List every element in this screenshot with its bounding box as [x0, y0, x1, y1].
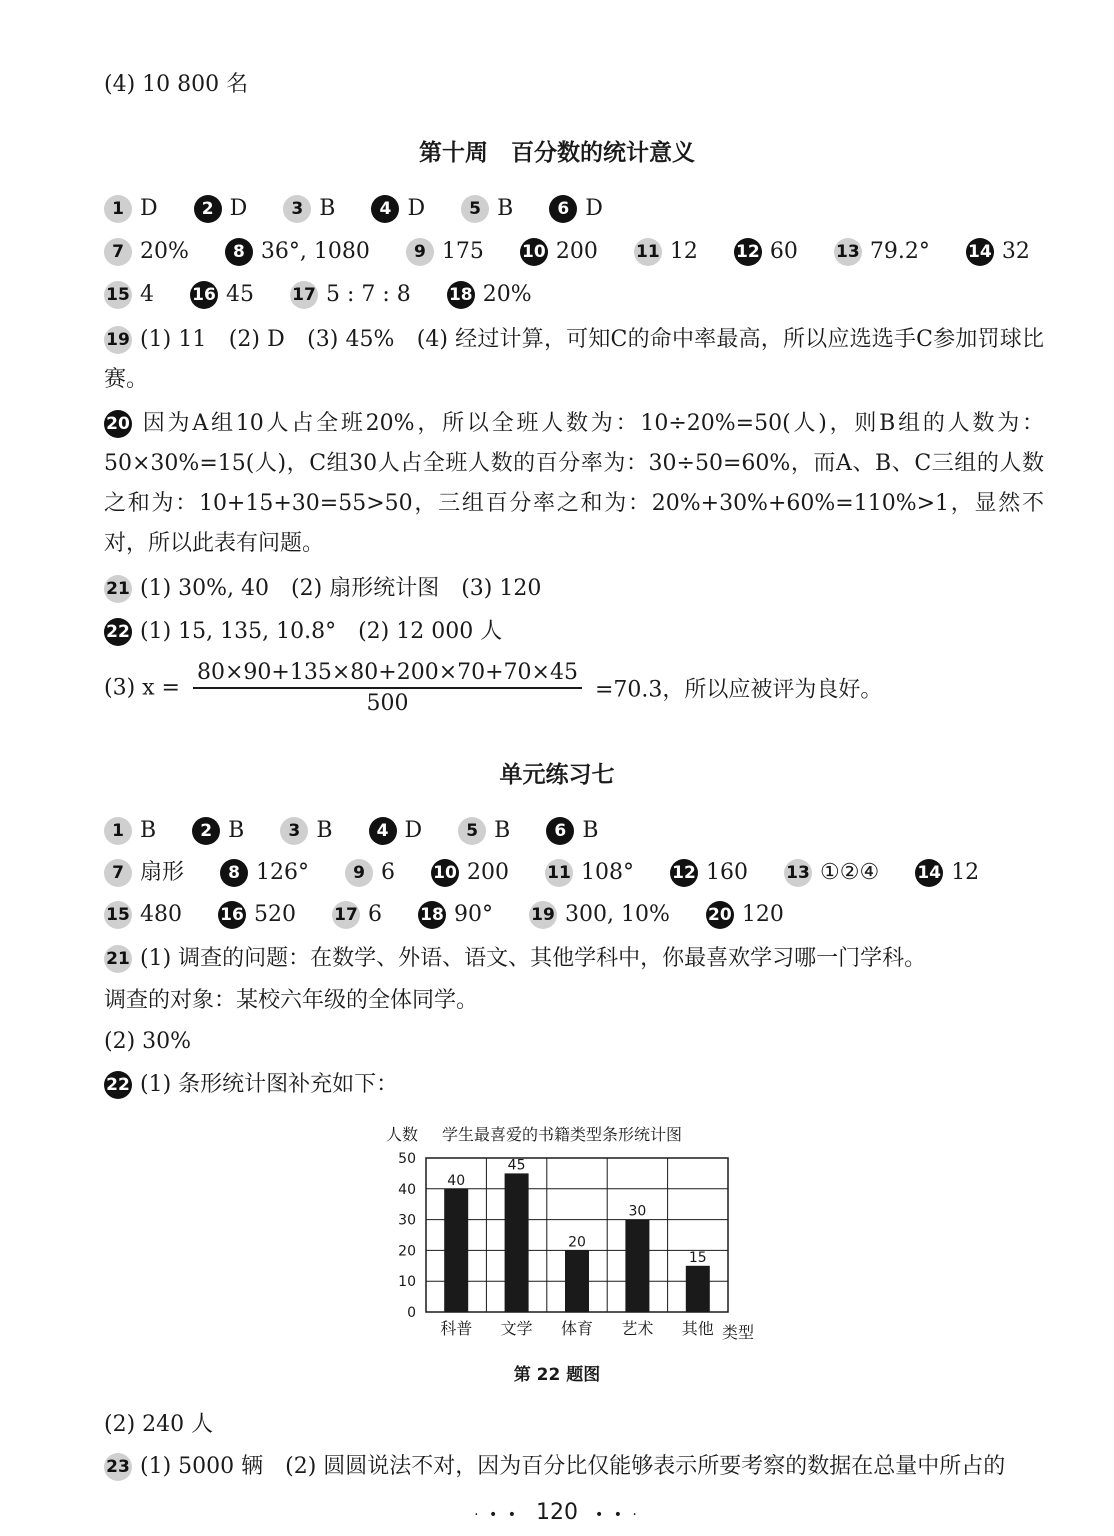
question-number-badge: 4: [369, 817, 397, 845]
y-tick-label: 50: [398, 1151, 416, 1167]
question-number-badge: 1: [104, 817, 132, 845]
figure-caption: 第 22 题图: [513, 1365, 601, 1385]
answer-text: B: [319, 196, 336, 221]
answer-text: B: [140, 818, 157, 843]
y-tick-label: 0: [407, 1305, 416, 1321]
chart-title: 学生最喜爱的书籍类型条形统计图: [442, 1125, 683, 1144]
answer-item: [670, 858, 748, 888]
answer-item: [461, 194, 513, 224]
s2-q22-line1: (1) 条形统计图补充如下：: [140, 1072, 399, 1097]
answer-item: [458, 816, 510, 846]
question-number-badge: 9: [345, 859, 373, 887]
question-number-badge: 2: [192, 817, 220, 845]
y-tick-label: 20: [398, 1243, 416, 1260]
s1-q22-text: (1) 15, 135, 10.8° (2) 12 000 人: [140, 619, 503, 644]
answer-item: [371, 194, 425, 224]
bar-value-label: 15: [688, 1249, 707, 1266]
answer-text: D: [585, 196, 603, 221]
answer-text: 300, 10%: [565, 902, 670, 927]
answer-text: 120: [741, 902, 784, 927]
bar-体育: [565, 1250, 589, 1312]
answer-text: 4: [140, 282, 154, 307]
question-number-badge: 14: [966, 238, 994, 266]
question-number-badge: 15: [104, 281, 132, 309]
q22-3-prefix: (3) x =: [104, 675, 180, 701]
answer-item: [290, 280, 411, 310]
question-number-badge: 19: [529, 901, 557, 929]
question-number-badge: 18: [447, 281, 475, 309]
answer-item: [104, 900, 182, 930]
answer-text: 6: [381, 860, 396, 885]
answer-item: [418, 900, 493, 930]
answer-item: [104, 194, 158, 224]
answer-text: D: [404, 818, 423, 843]
q22-3-fraction: [193, 660, 582, 716]
bar-文学: [505, 1173, 529, 1312]
question-number-badge: 13: [834, 238, 862, 266]
s1-answer-row-3: [104, 280, 568, 310]
question-number-badge: 19: [104, 326, 132, 354]
fraction-numerator: 80×90+135×80+200×70+70×45: [193, 660, 582, 689]
answer-item: [431, 858, 509, 888]
s2-q21-line3: (2) 30%: [104, 1029, 192, 1054]
answer-item: [447, 280, 532, 310]
fraction-denominator: 500: [366, 691, 409, 716]
answer-item: [220, 858, 309, 888]
answer-item: [332, 900, 382, 930]
question-number-badge: 11: [634, 238, 662, 266]
answer-text: B: [316, 818, 333, 843]
answer-text: D: [407, 196, 426, 221]
question-number-badge: 17: [332, 901, 360, 929]
question-number-badge: 16: [218, 901, 246, 929]
answer-text: 45: [226, 282, 254, 307]
x-category-label: 艺术: [621, 1319, 654, 1338]
answer-text: B: [497, 196, 514, 221]
s2-q21-line2: 调查的对象：某校六年级的全体同学。: [104, 988, 479, 1013]
s2-question-23: [104, 1452, 1005, 1482]
question-number-badge: 12: [670, 859, 698, 887]
answer-item: [915, 858, 979, 888]
answer-text: 79.2°: [869, 239, 930, 264]
page-dots-right: • • ·: [595, 1507, 640, 1523]
answer-item: [104, 237, 189, 267]
answer-item: [529, 900, 670, 930]
answer-text: 160: [706, 860, 749, 885]
answer-item: [634, 237, 698, 267]
answer-text: 20%: [482, 282, 532, 307]
page-number-footer: [0, 1500, 1114, 1525]
answer-text: 36°, 1080: [260, 239, 370, 264]
question-number-badge: 6: [546, 817, 574, 845]
answer-item: [734, 237, 798, 267]
answer-item: [104, 280, 154, 310]
answer-item: [520, 237, 598, 267]
bar-value-label: 40: [447, 1172, 466, 1189]
question-number-badge: 4: [371, 195, 399, 223]
top-answer-line: (4) 10 800 名: [104, 72, 249, 97]
question-number-badge: 22: [104, 1071, 132, 1099]
answer-item: [104, 816, 156, 846]
y-tick-label: 40: [398, 1181, 416, 1198]
s2-answer-row-1: [104, 816, 635, 846]
section-title-unit7: 单元练习七: [499, 762, 615, 788]
answer-text: D: [229, 196, 248, 221]
answer-text: 60: [769, 239, 798, 264]
s2-question-22: [104, 1070, 398, 1100]
question-number-badge: 23: [104, 1453, 132, 1481]
bar-value-label: 30: [628, 1203, 647, 1220]
answer-text: B: [228, 818, 245, 843]
question-number-badge: 3: [283, 195, 311, 223]
question-number-badge: 20: [706, 901, 734, 929]
question-number-badge: 6: [549, 195, 577, 223]
answer-text: 扇形: [140, 860, 185, 885]
s2-q23-text: (1) 5000 辆 (2) 圆圆说法不对，因为百分比仅能够表示所要考察的数据在总量中所占的: [140, 1454, 1006, 1479]
answer-text: 12: [669, 239, 698, 264]
question-number-badge: 2: [194, 195, 222, 223]
answer-item: [192, 816, 244, 846]
answer-text: D: [140, 196, 158, 221]
bar-value-label: 20: [568, 1234, 586, 1251]
answer-item: [549, 194, 603, 224]
answer-text: 90°: [454, 902, 493, 927]
answer-item: [283, 194, 335, 224]
answer-text: 480: [140, 902, 182, 927]
question-number-badge: 5: [461, 195, 489, 223]
page-dots-left: · • •: [474, 1507, 519, 1523]
s2-q21-line1: (1) 调查的问题：在数学、外语、语文、其他学科中，你最喜欢学习哪一门学科。: [140, 946, 927, 971]
question-number-badge: 10: [431, 859, 459, 887]
answer-text: 520: [254, 902, 296, 927]
answer-item: [545, 858, 634, 888]
s1-answer-row-2: [104, 237, 1066, 267]
question-number-badge: 11: [545, 859, 573, 887]
q22-3-suffix: =70.3，所以应被评为良好。: [594, 677, 883, 703]
answer-item: [218, 900, 296, 930]
s2-answer-row-3: [104, 900, 820, 930]
s1-q21-text: (1) 30%, 40 (2) 扇形统计图 (3) 120: [140, 576, 542, 601]
s1-question-21: [104, 574, 541, 604]
x-category-label: 文学: [500, 1319, 533, 1338]
s2-q22-line2: (2) 240 人: [104, 1412, 214, 1437]
question-number-badge: 22: [104, 618, 132, 646]
question-number-badge: 21: [104, 575, 132, 603]
question-number-badge: 13: [784, 859, 812, 887]
answer-item: [104, 858, 184, 888]
s2-answer-row-2: [104, 858, 1015, 888]
question-number-badge: 21: [104, 945, 132, 973]
x-category-label: 科普: [440, 1319, 473, 1338]
answer-text: ①②④: [820, 860, 880, 885]
s2-question-21: [104, 944, 926, 974]
s1-answer-row-1: [104, 194, 639, 224]
answer-text: 126°: [256, 860, 310, 885]
s1-question-20: [104, 404, 1044, 564]
question-number-badge: 20: [104, 410, 132, 438]
answer-item: [706, 900, 784, 930]
answer-text: 20%: [140, 239, 189, 264]
bar-value-label: 45: [507, 1157, 526, 1174]
answer-text: B: [494, 818, 511, 843]
s1-question-22: [104, 617, 502, 647]
question-number-badge: 9: [406, 238, 434, 266]
x-category-label: 其他: [681, 1319, 714, 1338]
bar-chart: [370, 1118, 770, 1350]
answer-text: 32: [1001, 239, 1030, 264]
s1-q19-text: (1) 11 (2) D (3) 45% (4) 经过计算，可知C的命中率最高，所以应选选手C参加罚球比赛。: [104, 327, 1044, 392]
y-tick-label: 30: [398, 1212, 416, 1229]
question-number-badge: 18: [418, 901, 446, 929]
answer-item: [345, 858, 395, 888]
chart-ylabel: 人数: [386, 1125, 419, 1144]
y-tick-label: 10: [398, 1274, 416, 1291]
s1-question-19: [104, 320, 1044, 400]
answer-text: 200: [467, 860, 510, 885]
answer-item: [194, 194, 248, 224]
answer-text: 6: [368, 902, 382, 927]
question-number-badge: 15: [104, 901, 132, 929]
question-number-badge: 12: [734, 238, 762, 266]
question-number-badge: 16: [190, 281, 218, 309]
answer-item: [834, 237, 930, 267]
answer-item: [966, 237, 1030, 267]
answer-text: B: [582, 818, 599, 843]
question-number-badge: 7: [104, 238, 132, 266]
question-number-badge: 8: [220, 859, 248, 887]
question-number-badge: 1: [104, 195, 132, 223]
question-number-badge: 8: [225, 238, 253, 266]
section-title-week10: 第十周 百分数的统计意义: [419, 140, 695, 166]
question-number-badge: 14: [915, 859, 943, 887]
page-number: 120: [536, 1500, 578, 1525]
answer-item: [546, 816, 598, 846]
answer-item: [406, 237, 484, 267]
s1-q20-text: 因为A组10人占全班20%，所以全班人数为：10÷20%=50(人)，则B组的人数为：50×30%=15(人)，C组30人占全班人数的百分率为：30÷50=60%，而A、B、C三组的人数之和为：10+15+30=55>50，三组百分率之和为：20%+30%+60%=110%>1，显然不对，所以此表有问题。: [104, 411, 1044, 556]
chart-xlabel: 类型: [722, 1323, 755, 1342]
answer-text: 108°: [581, 860, 635, 885]
question-number-badge: 17: [290, 281, 318, 309]
question-number-badge: 3: [280, 817, 308, 845]
answer-item: [784, 858, 879, 888]
answer-text: 175: [441, 239, 484, 264]
answer-item: [369, 816, 423, 846]
answer-item: [190, 280, 254, 310]
answer-text: 5 : 7 : 8: [326, 282, 411, 307]
answer-text: 12: [951, 860, 980, 885]
question-number-badge: 10: [520, 238, 548, 266]
x-category-label: 体育: [560, 1319, 594, 1338]
s1-q22-part3: [104, 660, 882, 716]
bar-艺术: [625, 1220, 649, 1312]
answer-item: [225, 237, 370, 267]
question-number-badge: 7: [104, 859, 132, 887]
answer-item: [280, 816, 332, 846]
question-number-badge: 5: [458, 817, 486, 845]
bar-科普: [444, 1189, 468, 1312]
answer-text: 200: [555, 239, 598, 264]
bar-其他: [686, 1266, 710, 1312]
